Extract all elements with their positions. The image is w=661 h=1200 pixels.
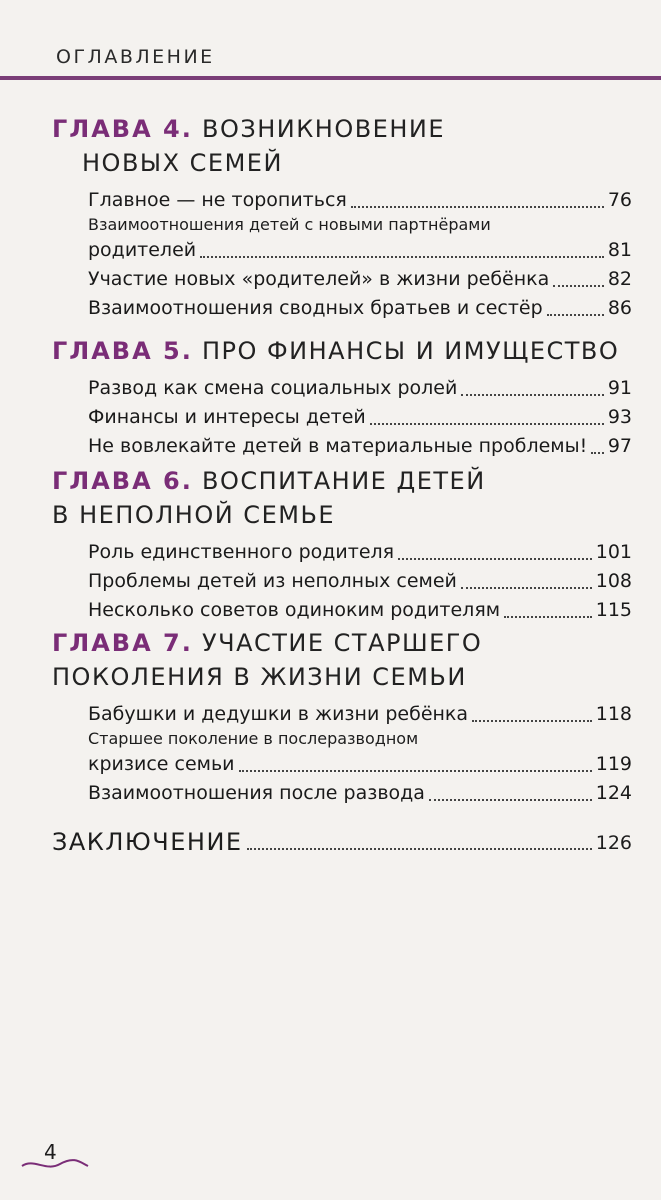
toc-entry-text: Участие новых «родителей» в жизни ребёнка (88, 268, 550, 290)
chapter-title: ПРО ФИНАНСЫ И ИМУЩЕСТВО (201, 337, 620, 365)
dot-leader (370, 423, 604, 425)
dot-leader (547, 314, 604, 316)
chapter-heading (52, 626, 632, 694)
toc-entry[interactable] (88, 403, 632, 432)
toc-entry-page: 124 (595, 782, 632, 804)
toc-entry-multiline[interactable] (88, 215, 632, 265)
dot-leader (461, 587, 592, 589)
toc-entry-text-line1: Взаимоотношения детей с новыми партнёрами (88, 215, 491, 234)
chapter-6 (52, 464, 632, 625)
toc-entry-text: Взаимоотношения после развода (88, 782, 425, 804)
toc-entry[interactable] (88, 567, 632, 596)
conclusion-page: 126 (595, 832, 632, 854)
toc-entry-page: 76 (607, 189, 632, 211)
dot-leader (591, 452, 604, 454)
toc-entry-page: 93 (607, 406, 632, 428)
toc-entry[interactable] (88, 538, 632, 567)
toc-entry-page: 119 (595, 753, 632, 775)
dot-leader (504, 616, 592, 618)
toc-entry-text: Взаимоотношения сводных братьев и сестёр (88, 297, 543, 319)
toc-entry[interactable] (88, 265, 632, 294)
toc-entry[interactable] (88, 294, 632, 323)
dot-leader (472, 720, 592, 722)
chapter-title-line2: НОВЫХ СЕМЕЙ (82, 149, 283, 177)
conclusion-title: ЗАКЛЮЧЕНИЕ (52, 828, 243, 856)
chapter-label: ГЛАВА 4. (52, 115, 193, 143)
chapter-4 (52, 112, 632, 323)
chapter-title: УЧАСТИЕ СТАРШЕГО (201, 629, 483, 657)
chapter-entries (88, 700, 632, 808)
chapter-heading (52, 112, 632, 180)
chapter-entries (88, 538, 632, 625)
chapter-title: ВОЗНИКНОВЕНИЕ (201, 115, 445, 143)
toc-entry-multiline[interactable] (88, 729, 632, 779)
toc-entry-text-line1: Старшее поколение в послеразводном (88, 729, 419, 748)
dot-leader (200, 256, 604, 258)
toc-entry-page: 81 (607, 239, 632, 261)
chapter-heading (52, 464, 632, 532)
toc-entry-page: 108 (595, 570, 632, 592)
toc-entry-page: 101 (595, 541, 632, 563)
dot-leader (351, 206, 604, 208)
toc-entry-text: Несколько советов одиноким родителям (88, 599, 501, 621)
toc-entry-text: кризисе семьи (88, 753, 235, 775)
dot-leader (239, 770, 592, 772)
dot-leader (398, 558, 592, 560)
toc-entry-text: Проблемы детей из неполных семей (88, 570, 457, 592)
chapter-title: ВОСПИТАНИЕ ДЕТЕЙ (201, 467, 486, 495)
chapter-5 (52, 334, 632, 461)
toc-entry-page: 91 (607, 377, 632, 399)
toc-entry-text: Роль единственного родителя (88, 541, 395, 563)
toc-entry[interactable] (88, 779, 632, 808)
toc-entry[interactable] (88, 432, 632, 461)
chapter-label: ГЛАВА 7. (52, 629, 193, 657)
page-number: 4 (44, 1140, 57, 1164)
dot-leader (247, 848, 592, 850)
toc-entry-page: 86 (607, 297, 632, 319)
chapter-label: ГЛАВА 6. (52, 467, 193, 495)
toc-entry-text: Финансы и интересы детей (88, 406, 366, 428)
toc-entry-text: Бабушки и дедушки в жизни ребёнка (88, 703, 469, 725)
dot-leader (553, 285, 604, 287)
chapter-title-line2: В НЕПОЛНОЙ СЕМЬЕ (52, 501, 336, 529)
chapter-label: ГЛАВА 5. (52, 337, 193, 365)
toc-entry-page: 118 (595, 703, 632, 725)
chapter-heading (52, 334, 632, 368)
toc-entry[interactable] (88, 186, 632, 215)
toc-entry[interactable] (88, 596, 632, 625)
toc-entry-page: 115 (595, 599, 632, 621)
chapter-entries (88, 186, 632, 323)
page-header-title: ОГЛАВЛЕНИЕ (56, 46, 215, 68)
chapter-entries (88, 374, 632, 461)
dot-leader (429, 799, 592, 801)
toc-entry[interactable] (88, 700, 632, 729)
dot-leader (461, 394, 603, 396)
toc-entry[interactable] (88, 374, 632, 403)
toc-entry-text: Развод как смена социальных ролей (88, 377, 458, 399)
toc-entry-text: Главное — не торопиться (88, 189, 347, 211)
toc-entry-text: родителей (88, 239, 197, 261)
header-rule (0, 76, 661, 80)
toc-entry-conclusion[interactable] (52, 826, 632, 858)
toc-entry-page: 97 (607, 435, 632, 457)
chapter-7 (52, 626, 632, 808)
toc-entry-page: 82 (607, 268, 632, 290)
toc-entry-text: Не вовлекайте детей в материальные проблемы! (88, 435, 588, 457)
chapter-title-line2: ПОКОЛЕНИЯ В ЖИЗНИ СЕМЬИ (52, 663, 467, 691)
